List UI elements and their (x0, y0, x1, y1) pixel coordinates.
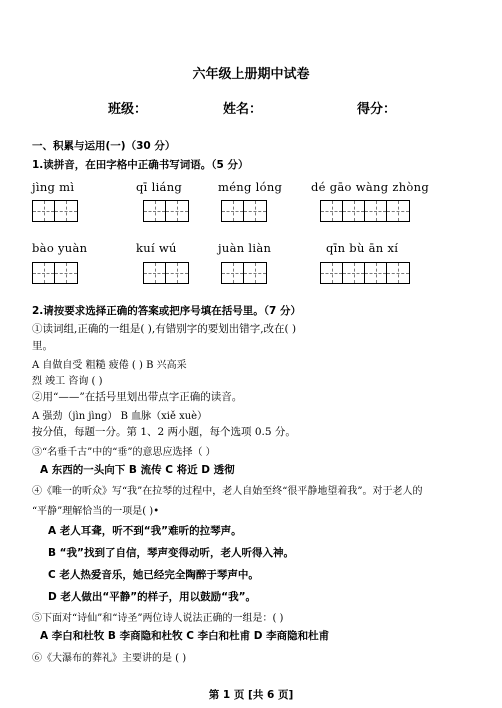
writing-grid[interactable] (320, 262, 410, 284)
q2-line: ⑥《大瀑布的葬礼》主要讲的是 ( ) (32, 653, 187, 664)
name-label: 姓名： (223, 102, 263, 117)
q2-options: A 东西的一头向下 B 流传 C 将近 D 透彻 (40, 464, 235, 476)
q2-option-c: C 老人热爱音乐，她已经完全陶醉于琴声中。 (48, 569, 259, 581)
writing-grid[interactable] (143, 262, 189, 284)
pinyin-2: qī liáng (136, 180, 183, 194)
pinyin-1: jìng mì (32, 180, 75, 194)
q2-option-a: A 老人耳聋，听不到“我”难听的拉琴声。 (48, 525, 242, 537)
writing-grid[interactable] (221, 200, 267, 222)
section-heading: 一、积累与运用(一)（30 分） (32, 140, 176, 152)
pinyin-8: qīn bù ān xí (326, 241, 399, 255)
class-label: 班级： (108, 102, 148, 117)
pinyin-4: dé gāo wàng zhòng (311, 180, 429, 194)
page-title: 六年级上册期中试卷 (192, 67, 310, 82)
q2-line: “平静”理解恰当的一项是( )• (32, 506, 160, 517)
score-label: 得分： (357, 102, 397, 117)
pinyin-6: kuí wú (136, 241, 177, 255)
q2-line: ①读词组,正确的一组是( ),有错别字的要划出错字,改在( ) (32, 323, 297, 335)
pinyin-3: méng lóng (218, 180, 283, 194)
writing-grid[interactable] (32, 262, 78, 284)
q1-title: 1.读拼音，在田字格中正确书写词语。（5 分） (32, 159, 249, 171)
writing-grid[interactable] (143, 200, 189, 222)
q2-options: A 李白和杜牧 B 李商隐和杜牧 C 李白和杜甫 D 李商隐和杜甫 (40, 630, 330, 642)
page-footer: 第 1 页 [共 6 页] (208, 689, 294, 701)
pinyin-7: juàn liàn (218, 241, 272, 255)
q2-line: 按分值，每题一分。第 1、2 两小题，每个选项 0.5 分。 (32, 426, 296, 438)
q2-line: ③“名垂千古”中的“垂”的意思应选择（ ） (32, 447, 216, 458)
q2-option-d: D 老人做出“平静”的样子，用以鼓励“我”。 (48, 591, 256, 603)
q2-line: 里。 (32, 340, 53, 352)
q2-title: 2.请按要求选择正确的答案或把序号填在括号里。（7 分） (32, 305, 302, 317)
writing-grid[interactable] (320, 200, 410, 222)
q2-line: A 自做自受 粗糙 疲倦 ( ) B 兴高采 (32, 360, 187, 371)
q2-line: ④《唯一的听众》写“我”在拉琴的过程中，老人自始至终“很平静地望着我”。对于老人的 (32, 486, 423, 497)
q2-line: ②用“——”在括号里划出带点字正确的读音。 (32, 391, 243, 403)
writing-grid[interactable] (221, 262, 267, 284)
writing-grid[interactable] (32, 200, 78, 222)
q2-line: 烈 竣工 咨询 ( ) (32, 376, 103, 387)
q2-option-b: B “我”找到了自信，琴声变得动听，老人听得入神。 (48, 547, 294, 559)
pinyin-5: bào yuàn (32, 241, 88, 255)
q2-line: A 强劲（jìn jìng） B 血脉（xiě xuè） (32, 411, 208, 422)
q2-line: ⑤下面对“诗仙”和“诗圣”两位诗人说法正确的一组是：( ) (32, 613, 284, 624)
